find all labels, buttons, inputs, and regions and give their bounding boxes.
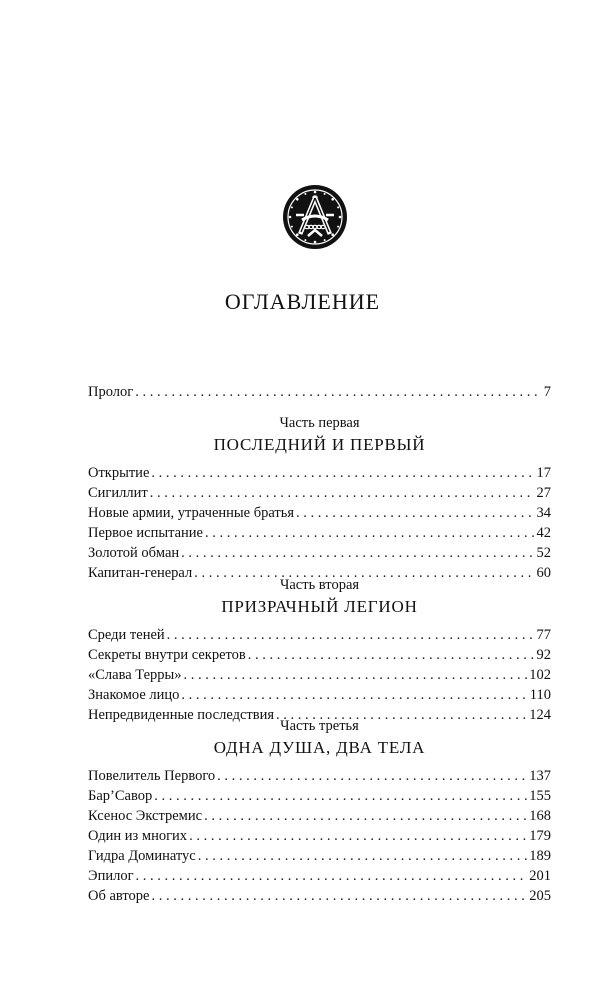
- entry-title: Сигиллит: [88, 485, 148, 501]
- entry-title: Первое испытание: [88, 525, 203, 541]
- entry-page: 110: [529, 687, 551, 703]
- entry-page: 92: [536, 647, 551, 663]
- entry-page: 102: [529, 667, 551, 683]
- entry-page: 137: [529, 768, 551, 784]
- dot-leader: [189, 826, 527, 846]
- dot-leader: [151, 463, 534, 483]
- part-title: ПРИЗРАЧНЫЙ ЛЕГИОН: [221, 597, 418, 616]
- toc-entry: [88, 786, 551, 806]
- toc-prologue: [88, 382, 551, 402]
- entry-page: 77: [536, 627, 551, 643]
- entry-title: Об авторе: [88, 888, 150, 904]
- dot-leader: [181, 685, 527, 705]
- dot-leader: [167, 625, 535, 645]
- dot-leader: [136, 866, 528, 886]
- toc-entry: [88, 382, 551, 402]
- dot-leader: [204, 806, 527, 826]
- entry-page: 42: [536, 525, 551, 541]
- toc-entry: [88, 503, 551, 523]
- dot-leader: [217, 766, 527, 786]
- entry-page: 52: [536, 545, 551, 561]
- dot-leader: [154, 786, 527, 806]
- dot-leader: [151, 886, 527, 906]
- part-label: Часть первая: [279, 415, 360, 431]
- entry-title: Новые армии, утраченные братья: [88, 505, 295, 521]
- toc-entry: [88, 766, 551, 786]
- entry-title: Золотой обман: [88, 545, 180, 561]
- toc-entry: [88, 826, 551, 846]
- toc-entry: [88, 483, 551, 503]
- toc-entry: [88, 886, 551, 906]
- dot-leader: [198, 846, 528, 866]
- toc-entry: [88, 665, 551, 685]
- entry-title: Гидра Доминатус: [88, 848, 196, 864]
- toc-entry: [88, 866, 551, 886]
- entry-title: Повелитель Первого: [88, 768, 216, 784]
- toc-entry: [88, 806, 551, 826]
- entry-title: Эпилог: [88, 868, 134, 884]
- dot-leader: [184, 665, 528, 685]
- toc-entry: [88, 625, 551, 645]
- entry-title: Секреты внутри секретов: [88, 647, 246, 663]
- entry-title: Непредвиденные последствия: [88, 707, 274, 723]
- entry-page: 124: [529, 707, 551, 723]
- toc-entry: [88, 463, 551, 483]
- publisher-logo-icon: [282, 184, 348, 250]
- entry-title: Капитан-генерал: [88, 565, 193, 581]
- entry-title: Ксенос Экстремис: [88, 808, 203, 824]
- dot-leader: [205, 523, 535, 543]
- dot-leader: [248, 645, 535, 665]
- entry-title: «Слава Терры»: [88, 667, 182, 683]
- part-label: Часть третья: [280, 718, 359, 734]
- entry-page: 189: [529, 848, 551, 864]
- toc-part-3: [88, 716, 551, 906]
- entry-page: 155: [529, 788, 551, 804]
- toc-entry: [88, 543, 551, 563]
- toc-entry: [88, 523, 551, 543]
- entry-page: 7: [543, 384, 551, 400]
- dot-leader: [181, 543, 534, 563]
- dot-leader: [296, 503, 534, 523]
- entry-page: 205: [529, 888, 551, 904]
- toc-entry: [88, 685, 551, 705]
- entry-title: Среди теней: [88, 627, 165, 643]
- entry-page: 34: [536, 505, 551, 521]
- part-title: ОДНА ДУША, ДВА ТЕЛА: [213, 738, 426, 757]
- entry-page: 179: [529, 828, 551, 844]
- entry-page: 168: [529, 808, 551, 824]
- toc-entry: [88, 846, 551, 866]
- toc-entry: [88, 645, 551, 665]
- entry-title: Бар’Савор: [88, 788, 153, 804]
- part-title: ПОСЛЕДНИЙ И ПЕРВЫЙ: [213, 435, 426, 454]
- entry-title: Пролог: [88, 384, 134, 400]
- dot-leader: [150, 483, 535, 503]
- entry-title: Знакомое лицо: [88, 687, 180, 703]
- entry-page: 60: [536, 565, 551, 581]
- entry-page: 27: [536, 485, 551, 501]
- entry-title: Открытие: [88, 465, 150, 481]
- entry-page: 17: [536, 465, 551, 481]
- entry-page: 201: [529, 868, 551, 884]
- part-label: Часть вторая: [279, 577, 360, 593]
- entry-title: Один из многих: [88, 828, 188, 844]
- dot-leader: [135, 382, 542, 402]
- toc-part-2: [88, 575, 551, 725]
- toc-heading: ОГЛАВЛЕНИЕ: [224, 289, 381, 314]
- toc-part-1: [88, 413, 551, 583]
